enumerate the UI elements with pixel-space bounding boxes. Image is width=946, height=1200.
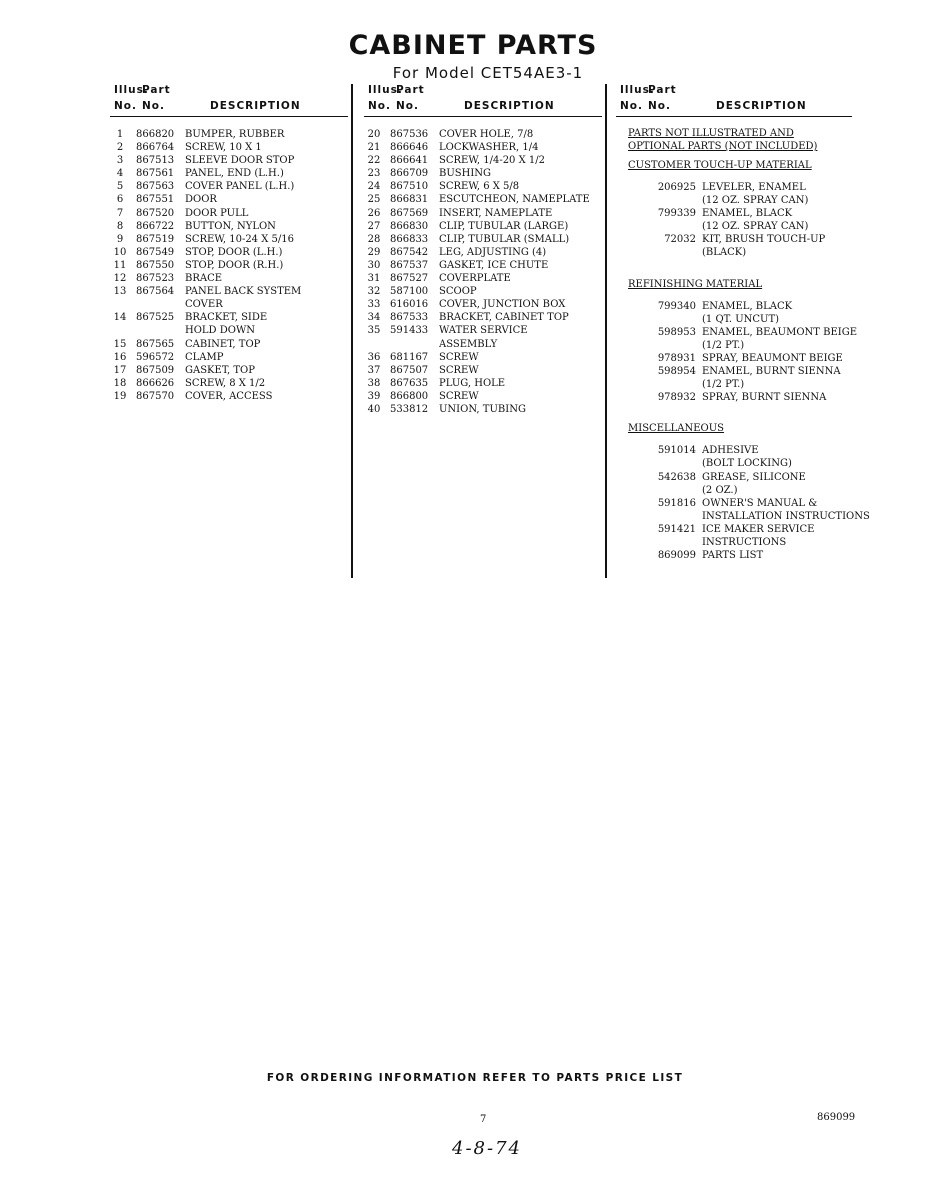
illus-number: 15	[113, 338, 127, 350]
table-row	[364, 364, 604, 377]
table-row	[110, 324, 350, 337]
header-description: DESCRIPTION	[464, 100, 555, 112]
table-row	[364, 259, 604, 272]
part-description: ADHESIVE	[702, 445, 759, 457]
part-description: WATER SERVICE	[439, 325, 528, 337]
illus-number: 24	[367, 181, 381, 193]
part-description: LOCKWASHER, 1/4	[439, 142, 539, 154]
part-number: 867510	[390, 181, 429, 193]
list-item	[616, 497, 870, 524]
part-description: SCREW, 6 X 5/8	[439, 181, 520, 193]
part-description: HOLD DOWN	[185, 325, 255, 337]
section-heading: MISCELLANEOUS	[628, 423, 725, 435]
table-row	[110, 220, 350, 233]
table-row	[110, 180, 350, 193]
table-row	[110, 154, 350, 167]
part-number: 867527	[390, 273, 429, 285]
part-number: 799340	[657, 300, 696, 312]
table-row	[110, 311, 350, 324]
part-description: ASSEMBLY	[439, 338, 498, 350]
section-block	[616, 275, 876, 420]
part-description: COVER PANEL (L.H.)	[185, 181, 295, 193]
list-item	[616, 524, 866, 550]
table-row	[364, 377, 604, 390]
table-row	[364, 154, 604, 167]
illus-number: 29	[367, 246, 381, 258]
part-description: (2 OZ.)	[702, 484, 738, 496]
illus-number: 17	[113, 364, 127, 376]
table-row	[364, 233, 604, 246]
illus-number: 23	[367, 168, 381, 180]
illus-number: 11	[113, 259, 127, 271]
part-number: 866626	[136, 377, 175, 389]
table-row	[110, 128, 350, 141]
illus-number: 32	[367, 286, 381, 298]
part-description: (BOLT LOCKING)	[702, 458, 792, 470]
list-item	[616, 392, 866, 405]
part-number: 598953	[657, 326, 696, 338]
table-row	[110, 298, 350, 311]
column-header	[110, 84, 350, 116]
table-row	[364, 272, 604, 285]
part-description: STOP, DOOR (R.H.)	[185, 259, 284, 271]
part-number: 867536	[390, 129, 429, 140]
column-header	[364, 84, 604, 116]
part-description: STOP, DOOR (L.H.)	[185, 246, 283, 258]
illus-number: 18	[113, 377, 127, 389]
illus-number: 25	[367, 194, 381, 206]
table-row	[364, 403, 604, 416]
illus-number: 1	[116, 129, 124, 140]
illus-number: 20	[367, 129, 381, 140]
illus-number: 22	[367, 155, 381, 167]
part-description: SCOOP	[439, 286, 477, 298]
part-number: 867550	[136, 259, 175, 271]
page-number: 7	[480, 1114, 487, 1125]
header-rule	[364, 116, 602, 117]
table-row	[364, 338, 604, 351]
part-description: (BLACK)	[702, 247, 747, 259]
table-row	[110, 167, 350, 180]
part-number: 206925	[657, 182, 696, 193]
part-description: BUSHING	[439, 168, 492, 180]
part-description: BRACKET, SIDE	[185, 312, 268, 324]
part-description: INSERT, NAMEPLATE	[439, 207, 553, 219]
part-description: SPRAY, BURNT SIENNA	[702, 392, 827, 404]
illus-number: 38	[367, 377, 381, 389]
table-row	[110, 364, 350, 377]
header-illus: Illus.	[368, 84, 403, 96]
table-row	[110, 193, 350, 206]
list-item	[616, 327, 866, 353]
part-description: KIT, BRUSH TOUCH-UP	[702, 234, 826, 246]
part-description: GASKET, TOP	[185, 364, 255, 376]
header-part: Part	[142, 84, 171, 96]
part-description: DOOR PULL	[185, 207, 249, 219]
table-row	[364, 193, 604, 206]
part-number: 72032	[664, 234, 696, 246]
part-description: INSTRUCTIONS	[702, 537, 787, 549]
list-item	[616, 353, 866, 366]
table-row	[110, 338, 350, 351]
table-row	[110, 233, 350, 246]
header-no: No.	[114, 100, 137, 112]
parts-column-1	[110, 84, 350, 402]
part-number: 596572	[136, 351, 175, 363]
column-header	[616, 84, 876, 116]
illus-number: 9	[116, 233, 124, 245]
header-rule	[616, 116, 852, 117]
part-number: 867523	[136, 273, 175, 285]
part-description: LEVELER, ENAMEL	[702, 182, 806, 193]
part-description: SCREW	[439, 390, 479, 402]
part-description: (12 OZ. SPRAY CAN)	[702, 221, 809, 233]
table-row	[110, 246, 350, 259]
part-description: UNION, TUBING	[439, 403, 526, 415]
part-number: 591014	[657, 445, 696, 457]
part-description: COVERPLATE	[439, 273, 511, 285]
part-description: ENAMEL, BLACK	[702, 300, 793, 312]
part-number: 869099	[657, 550, 696, 562]
part-description: LEG, ADJUSTING (4)	[439, 246, 547, 258]
list-item	[616, 182, 866, 208]
illus-number: 40	[367, 403, 381, 415]
part-description: (1/2 PT.)	[702, 379, 745, 391]
section-heading: REFINISHING MATERIAL	[628, 278, 763, 290]
optional-parts	[616, 128, 876, 577]
part-number: 616016	[390, 299, 429, 311]
part-number: 978931	[657, 352, 696, 364]
notice-line: OPTIONAL PARTS (NOT INCLUDED)	[628, 141, 818, 152]
illus-number: 10	[113, 246, 127, 258]
part-description: BUTTON, NYLON	[185, 220, 276, 232]
table-row	[110, 272, 350, 285]
part-number: 867525	[136, 312, 175, 324]
illus-number: 30	[367, 259, 381, 271]
part-description: ENAMEL, BURNT SIENNA	[702, 366, 841, 378]
table-row	[364, 141, 604, 154]
section-list	[616, 156, 876, 577]
section-block	[616, 156, 876, 275]
part-description: INSTALLATION INSTRUCTIONS	[702, 510, 870, 522]
illus-number: 14	[113, 312, 127, 324]
illus-number: 31	[367, 273, 381, 285]
part-number: 591433	[390, 325, 429, 337]
part-number: 867520	[136, 207, 175, 219]
part-number: 598954	[657, 366, 696, 378]
part-description: ESCUTCHEON, NAMEPLATE	[439, 194, 590, 206]
table-row	[364, 167, 604, 180]
illus-number: 5	[116, 181, 124, 193]
part-description: ENAMEL, BLACK	[702, 208, 793, 220]
header-part-no: No.	[396, 100, 419, 112]
column-divider	[351, 84, 353, 578]
part-description: SCREW, 1/4-20 X 1/2	[439, 155, 545, 167]
illus-number: 28	[367, 233, 381, 245]
part-description: COVER HOLE, 7/8	[439, 129, 534, 140]
illus-number: 8	[116, 220, 124, 232]
part-description: GASKET, ICE CHUTE	[439, 259, 549, 271]
part-description: CLIP, TUBULAR (SMALL)	[439, 233, 570, 245]
table-row	[110, 351, 350, 364]
part-description: ICE MAKER SERVICE	[702, 523, 815, 535]
table-row	[110, 377, 350, 390]
part-description: CABINET, TOP	[185, 338, 261, 350]
illus-number: 3	[116, 155, 124, 167]
part-number: 542638	[657, 471, 696, 483]
table-row	[110, 259, 350, 272]
illus-number: 21	[367, 142, 381, 154]
part-number: 867549	[136, 246, 175, 258]
part-number: 866764	[136, 142, 175, 154]
table-row	[364, 285, 604, 298]
parts-list	[110, 128, 350, 403]
part-number: 867519	[136, 233, 175, 245]
part-number: 867542	[390, 246, 429, 258]
illus-number: 2	[116, 142, 124, 154]
part-number: 533812	[390, 403, 429, 415]
part-number: 591421	[657, 523, 696, 535]
part-description: CLIP, TUBULAR (LARGE)	[439, 220, 569, 232]
part-description: SCREW	[439, 351, 479, 363]
header-no: No.	[620, 100, 643, 112]
part-description: PARTS LIST	[702, 550, 764, 562]
table-row	[364, 180, 604, 193]
part-number: 867565	[136, 338, 175, 350]
header-no: No.	[368, 100, 391, 112]
table-row	[364, 298, 604, 311]
header-description: DESCRIPTION	[716, 100, 807, 112]
part-number: 867513	[136, 155, 175, 167]
part-description: SLEEVE DOOR STOP	[185, 155, 295, 167]
part-description: (12 OZ. SPRAY CAN)	[702, 195, 809, 207]
part-number: 866722	[136, 220, 175, 232]
list-item	[616, 366, 866, 392]
illus-number: 19	[113, 390, 127, 402]
header-part-no: No.	[142, 100, 165, 112]
table-row	[110, 285, 350, 298]
section-heading: CUSTOMER TOUCH-UP MATERIAL	[628, 160, 812, 171]
illus-number: 12	[113, 273, 127, 285]
illus-number: 16	[113, 351, 127, 363]
illus-number: 33	[367, 299, 381, 311]
document-number: 869099	[817, 1112, 856, 1123]
part-number: 681167	[390, 351, 429, 363]
table-row	[110, 207, 350, 220]
part-number: 866820	[136, 129, 175, 140]
table-row	[364, 220, 604, 233]
part-description: PLUG, HOLE	[439, 377, 506, 389]
part-description: DOOR	[185, 194, 217, 206]
illus-number: 7	[116, 207, 124, 219]
list-item	[616, 472, 866, 498]
header-rule	[110, 116, 348, 117]
table-row	[364, 128, 604, 141]
header-illus: Illus.	[620, 84, 655, 96]
header-part: Part	[396, 84, 425, 96]
not-illustrated-notice	[616, 128, 876, 156]
parts-column-2	[364, 84, 604, 415]
part-description: SCREW, 8 X 1/2	[185, 377, 266, 389]
header-part: Part	[648, 84, 677, 96]
list-item	[616, 234, 866, 260]
illus-number: 26	[367, 207, 381, 219]
part-number: 867507	[390, 364, 429, 376]
part-description: ENAMEL, BEAUMONT BEIGE	[702, 326, 858, 338]
part-number: 867570	[136, 390, 175, 402]
illus-number: 39	[367, 390, 381, 402]
illus-number: 27	[367, 220, 381, 232]
list-item	[616, 445, 866, 471]
table-row	[364, 311, 604, 324]
part-description: BRACE	[185, 273, 223, 285]
part-description: BUMPER, RUBBER	[185, 129, 285, 140]
list-item	[616, 301, 866, 327]
page-title: CABINET PARTS	[348, 30, 598, 61]
list-item	[616, 208, 866, 234]
part-number: 866646	[390, 142, 429, 154]
part-description: CLAMP	[185, 351, 224, 363]
part-number: 587100	[390, 286, 429, 298]
illus-number: 13	[113, 286, 127, 298]
part-number: 591816	[657, 497, 696, 509]
header-part-no: No.	[648, 100, 671, 112]
table-row	[110, 141, 350, 154]
part-description: PANEL, END (L.H.)	[185, 168, 284, 180]
part-description: GREASE, SILICONE	[702, 471, 806, 483]
table-row	[110, 390, 350, 403]
table-row	[364, 207, 604, 220]
header-illus: Illus.	[114, 84, 149, 96]
part-number: 867533	[390, 312, 429, 324]
illus-number: 37	[367, 364, 381, 376]
column-divider	[605, 84, 607, 578]
part-number: 867564	[136, 286, 175, 298]
table-row	[364, 390, 604, 403]
list-item	[616, 550, 866, 563]
notice-line: PARTS NOT ILLUSTRATED AND	[628, 128, 794, 139]
illus-number: 6	[116, 194, 124, 206]
part-description: (1/2 PT.)	[702, 339, 745, 351]
illus-number: 35	[367, 325, 381, 337]
header-description: DESCRIPTION	[210, 100, 301, 112]
illus-number: 36	[367, 351, 381, 363]
part-number: 867551	[136, 194, 175, 206]
part-number: 867537	[390, 259, 429, 271]
part-number: 867563	[136, 181, 175, 193]
part-description: COVER	[185, 299, 223, 311]
part-description: SCREW, 10-24 X 5/16	[185, 233, 294, 245]
part-number: 867635	[390, 377, 429, 389]
model-subtitle: For Model CET54AE3-1	[392, 64, 584, 82]
part-description: COVER, JUNCTION BOX	[439, 299, 566, 311]
part-number: 866709	[390, 168, 429, 180]
part-description: SCREW, 10 X 1	[185, 142, 262, 154]
part-number: 866833	[390, 233, 429, 245]
part-description: OWNER'S MANUAL &	[702, 497, 818, 509]
part-description: BRACKET, CABINET TOP	[439, 312, 569, 324]
part-number: 799339	[657, 208, 696, 220]
part-number: 866830	[390, 220, 429, 232]
illus-number: 34	[367, 312, 381, 324]
part-number: 866800	[390, 390, 429, 402]
part-number: 866641	[390, 155, 429, 167]
section-block	[616, 419, 876, 577]
part-number: 867569	[390, 207, 429, 219]
part-description: PANEL BACK SYSTEM	[185, 286, 302, 298]
table-row	[364, 351, 604, 364]
part-description: SCREW	[439, 364, 479, 376]
illus-number: 4	[116, 168, 124, 180]
part-description: COVER, ACCESS	[185, 390, 273, 402]
part-description: SPRAY, BEAUMONT BEIGE	[702, 352, 843, 364]
table-row	[364, 246, 604, 259]
ordering-footer: FOR ORDERING INFORMATION REFER TO PARTS PRICE LIST	[266, 1072, 684, 1084]
handwritten-date: 4-8-74	[452, 1138, 522, 1159]
part-number: 978932	[657, 392, 696, 404]
part-number: 866831	[390, 194, 429, 206]
part-number: 867509	[136, 364, 175, 376]
part-description: (1 QT. UNCUT)	[702, 313, 780, 325]
parts-list	[364, 128, 604, 416]
parts-column-3	[616, 84, 876, 562]
table-row	[364, 324, 604, 337]
part-number: 867561	[136, 168, 175, 180]
